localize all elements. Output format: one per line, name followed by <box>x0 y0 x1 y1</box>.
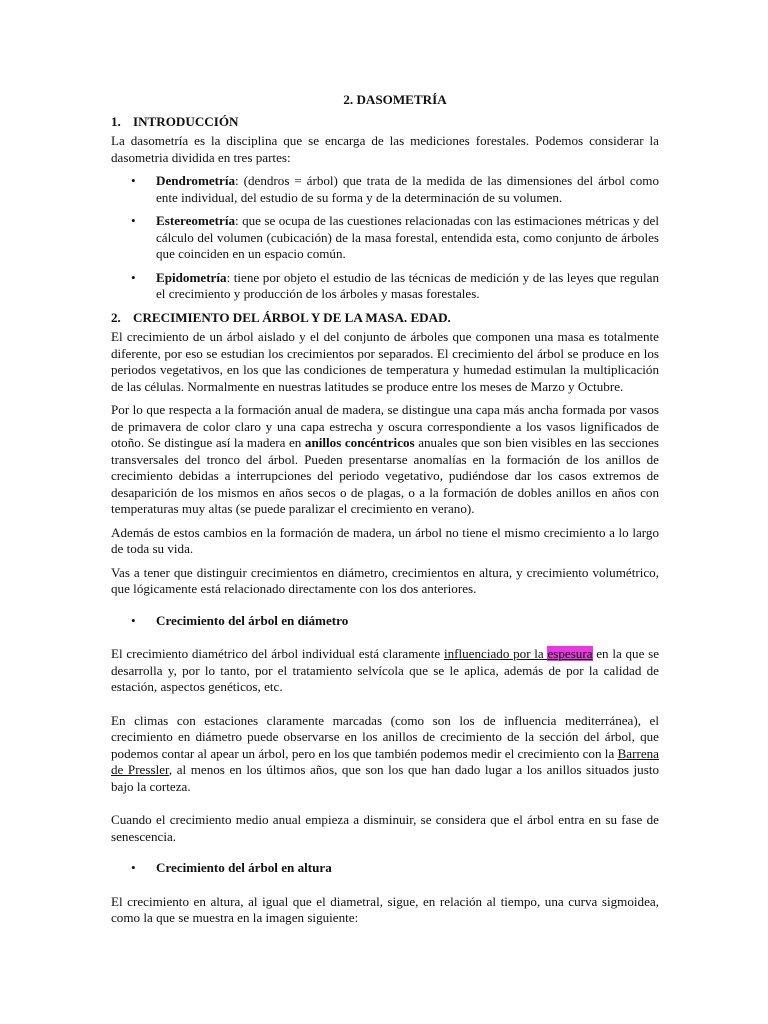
section-2-title: CRECIMIENTO DEL ÁRBOL Y DE LA MASA. EDAD. <box>133 309 451 325</box>
bullet-icon: • <box>131 213 136 228</box>
diameter-text-b: en la que se desarrolla y, por lo tanto, por el tratamiento selvícola que se le aplica, además de por la calidad de estación, aspectos genéticos, etc. <box>111 646 660 694</box>
bullet-icon: • <box>131 860 136 875</box>
paragraph-growth-changes: Además de estos cambios en la formación de madera, un árbol no tiene el mismo crecimiento a lo largo de toda su vida. <box>111 524 659 556</box>
wood-formation-text-b: anuales que son bien visibles en las secciones transversales del tronco del árbol. Pueden presentarse anomalías en la formación de los anillos de crecimiento debidas a interrupciones del periodo vegetativo, pudiéndose dar los casos extremos de desaparición de los mismos en años secos o de plagas, o a la formación de dobles anillos en años con temperaturas muy altas (se puede paralizar el crecimiento en verano). <box>111 435 660 516</box>
bullet-icon: • <box>131 173 136 188</box>
link-influenciado[interactable]: influenciado por la <box>443 646 548 661</box>
wood-formation-text-a: Por lo que respecta a la formación anual de madera, se distingue una capa más ancha formada por vasos de primavera de color claro y una capa estrecha y oscura correspondiente a los vasos lignificados de otoño. Se distingue así la madera en <box>111 402 659 450</box>
section-1-number: 1. <box>111 113 121 129</box>
desc-estereometria: : que se ocupa de las cuestiones relacionadas con las estimaciones métricas y del cálculo del volumen (cubicación) de la masa forestal, entendida esta, como conjunto de árboles que coinciden en un espacio común. <box>156 213 659 261</box>
paragraph-senescence: Cuando el crecimiento medio anual empieza a disminuir, se considera que el árbol entra en su fase de senescencia. <box>111 812 659 844</box>
bullet-icon: • <box>131 612 136 628</box>
desc-epidometria: : tiene por objeto el estudio de las técnicas de medición y de las leyes que regulan el crecimiento y producción de los árboles y masas forestales. <box>156 269 659 301</box>
term-dendrometria: Dendrometría <box>156 173 236 188</box>
concentric-rings-term: anillos concéntricos <box>304 435 415 450</box>
paragraph-growth-intro: El crecimiento de un árbol aislado y el del conjunto de árboles que componen una masa es totalmente diferente, por eso se estudian los crecimientos por separados. El crecimiento del árbol se produce en los periodos vegetativos, en los que las condiciones de temperatura y humedad estimulan la multiplicación de las células. Normalmente en nuestras latitudes se produce entre los meses de Marzo y Octubre. <box>111 329 659 394</box>
subheading-diameter-growth <box>111 613 659 630</box>
paragraph-diameter-growth <box>111 646 659 696</box>
rings-text-a: En climas con estaciones claramente marcadas (como son los de influencia mediterránea), el crecimiento en diámetro puede observarse en los anillos de crecimiento de la sección del árbol, que podemos contar al apear un árbol, pero en los que también podemos medir el crecimiento con la <box>111 712 659 761</box>
list-item-epidometria <box>111 270 659 303</box>
section-1-title: INTRODUCCIÓN <box>133 113 239 129</box>
paragraph-diameter-rings <box>111 713 659 796</box>
bullet-icon: • <box>131 269 136 285</box>
paragraph-height-growth: El crecimiento en altura, al igual que el diametral, sigue, en relación al tiempo, una curva sigmoidea, como la que se muestra en la imagen siguiente: <box>111 893 659 925</box>
list-item-estereometria <box>111 213 659 263</box>
rings-text-b: , al menos en los últimos años, que son los que han dado lugar a los anillos situados justo bajo la corteza. <box>111 762 660 794</box>
section-1-intro: La dasometría es la disciplina que se encarga de las mediciones forestales. Podemos considerar la dasometria dividida en tres partes: <box>111 133 659 165</box>
list-item-dendrometria <box>111 173 659 206</box>
document-page <box>111 92 659 934</box>
term-epidometria: Epidometría <box>156 269 227 285</box>
term-estereometria: Estereometría <box>156 213 236 228</box>
dasometry-parts-list <box>111 173 659 303</box>
desc-dendrometria: : (dendros = árbol) que trata de la medida de las dimensiones del árbol como ente individual, del estudio de su forma y de la determinación de su volumen. <box>156 173 659 205</box>
section-1-heading <box>111 114 659 131</box>
subheading-diameter-label: Crecimiento del árbol en diámetro <box>156 612 349 628</box>
section-2-number: 2. <box>111 309 121 325</box>
link-espesura[interactable]: espesura <box>547 646 593 661</box>
link-barrena-pressler[interactable]: Barrena de Pressler <box>111 745 659 777</box>
page-title: 2. DASOMETRÍA <box>343 92 447 107</box>
subheading-height-growth <box>111 860 659 877</box>
paragraph-wood-formation <box>111 402 659 518</box>
subheading-height-label: Crecimiento del árbol en altura <box>156 860 332 875</box>
section-2-heading <box>111 310 659 327</box>
paragraph-growth-types: Vas a tener que distinguir crecimientos en diámetro, crecimientos en altura, y crecimiento volumétrico, que lógicamente está relacionado directamente con los dos anteriores. <box>111 564 659 596</box>
diameter-text-a: El crecimiento diamétrico del árbol individual está claramente <box>111 646 444 661</box>
